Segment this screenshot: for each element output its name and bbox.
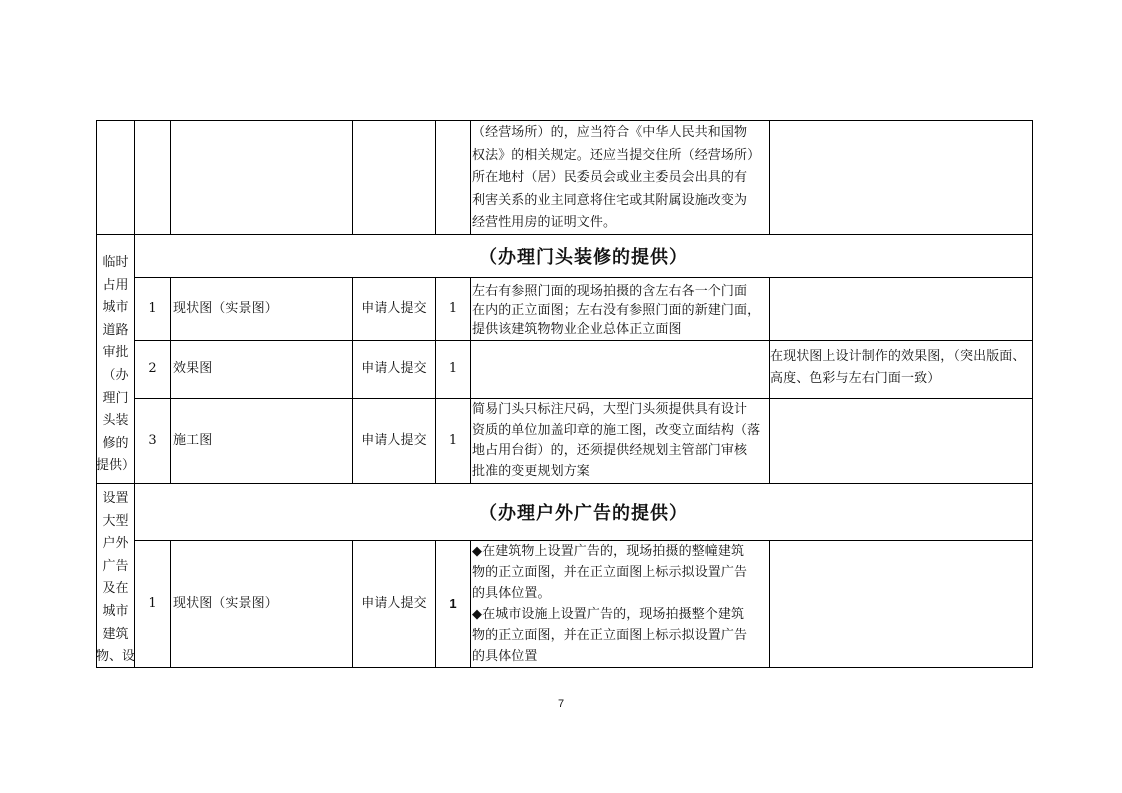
table-border-right — [1032, 120, 1033, 668]
category-line: 设置 — [102, 491, 129, 506]
category-line: 城市 — [102, 300, 129, 316]
requirement-line: 物的正立面图，并在正立面图上标示拟设置广告 — [472, 628, 748, 643]
requirement-cell — [472, 282, 769, 338]
table-col-divider — [470, 120, 471, 234]
material-source: 申请人提交 — [361, 432, 427, 448]
requirement-line: 的具体位置。 — [472, 586, 551, 601]
row-number: 1 — [148, 595, 157, 611]
remark-line: 高度、色彩与左右门面一致） — [770, 371, 941, 386]
requirement-line: 左右有参照门面的现场拍摄的含左右各一个门面 — [472, 284, 748, 299]
category-line: 户外 — [102, 536, 129, 552]
table-col-divider — [435, 120, 436, 234]
table-col-divider — [470, 540, 471, 668]
category-line: 头装 — [102, 413, 129, 429]
requirement-cell — [472, 400, 769, 482]
category-line: 修的 — [102, 435, 129, 451]
section-header-ads: （办理户外广告的提供） — [479, 503, 688, 524]
requirement-line: 物的正立面图，并在正立面图上标示拟设置广告 — [472, 565, 748, 580]
table-col-divider — [769, 540, 770, 668]
requirement-line: 资质的单位加盖印章的施工图，改变立面结构（落 — [472, 422, 761, 438]
material-name: 现状图（实景图） — [173, 595, 278, 611]
copies-count: 1 — [449, 595, 457, 611]
requirement-cell — [472, 122, 769, 234]
requirement-line: ◆在建筑物上设置广告的，现场拍摄的整幢建筑 — [472, 544, 745, 559]
remark-line: 在现状图上设计制作的效果图，（突出版面、 — [770, 349, 1026, 364]
table-col-divider — [352, 120, 353, 234]
requirement-line: 批准的变更规划方案 — [472, 463, 590, 479]
category-line: 广告 — [102, 558, 129, 574]
category-cell-storefront — [97, 252, 134, 483]
category-line: 道路 — [102, 322, 129, 338]
requirement-line: 权法》的相关规定。还应当提交住所（经营场所） — [472, 147, 761, 163]
requirement-line: 在内的正立面图；左右没有参照门面的新建门面， — [472, 303, 761, 318]
category-line: （办 — [102, 367, 129, 383]
requirement-line: 的具体位置 — [472, 649, 538, 664]
section-header-storefront: （办理门头装修的提供） — [479, 247, 688, 268]
requirement-line: 提供该建筑物物业企业总体正立面图 — [472, 322, 682, 337]
row-number: 3 — [148, 432, 157, 448]
material-name: 现状图（实景图） — [173, 300, 278, 316]
requirement-line: （经营场所）的，应当符合《中华人民共和国物 — [472, 125, 748, 140]
category-line: 理门 — [102, 390, 129, 406]
table-col-divider — [170, 120, 171, 234]
copies-count: 1 — [448, 300, 458, 316]
category-line: 及在 — [102, 581, 129, 597]
category-line: 审批 — [102, 345, 129, 361]
copies-count: 1 — [448, 361, 458, 377]
page-number: 7 — [557, 698, 565, 710]
material-name: 效果图 — [173, 361, 213, 377]
row-number: 1 — [148, 300, 157, 316]
table-col-divider — [470, 277, 471, 483]
category-line: 提供） — [95, 458, 135, 474]
category-line: 临时 — [102, 255, 129, 270]
table-col-divider — [769, 120, 770, 234]
remark-cell — [770, 346, 1032, 396]
requirement-cell — [472, 541, 769, 667]
table-border-bottom — [96, 667, 1033, 668]
material-name: 施工图 — [173, 432, 213, 448]
category-line: 城市 — [102, 603, 129, 619]
requirement-line: 简易门头只标注尺码，大型门头须提供具有设计 — [472, 402, 748, 417]
category-line: 建筑 — [102, 626, 129, 642]
requirement-line: 地占用台街）的，还须提供经规划主管部门审核 — [472, 443, 748, 458]
copies-count: 1 — [448, 432, 458, 448]
category-cell-ads — [97, 488, 134, 668]
category-line: 物、设 — [95, 649, 135, 665]
requirement-line: 经营性用房的证明文件。 — [472, 215, 617, 230]
table-border-top — [96, 120, 1033, 121]
material-source: 申请人提交 — [361, 361, 427, 377]
requirement-line: ◆在城市设施上设置广告的，现场拍摄整个建筑 — [472, 607, 745, 622]
requirement-line: 所在地村（居）民委员会或业主委员会出具的有 — [472, 170, 748, 185]
category-line: 大型 — [102, 513, 129, 529]
requirement-line: 利害关系的业主同意将住宅或其附属设施改变为 — [472, 192, 748, 208]
material-source: 申请人提交 — [361, 595, 427, 611]
row-number: 2 — [148, 361, 157, 377]
category-line: 占用 — [102, 277, 129, 293]
material-source: 申请人提交 — [361, 300, 427, 316]
